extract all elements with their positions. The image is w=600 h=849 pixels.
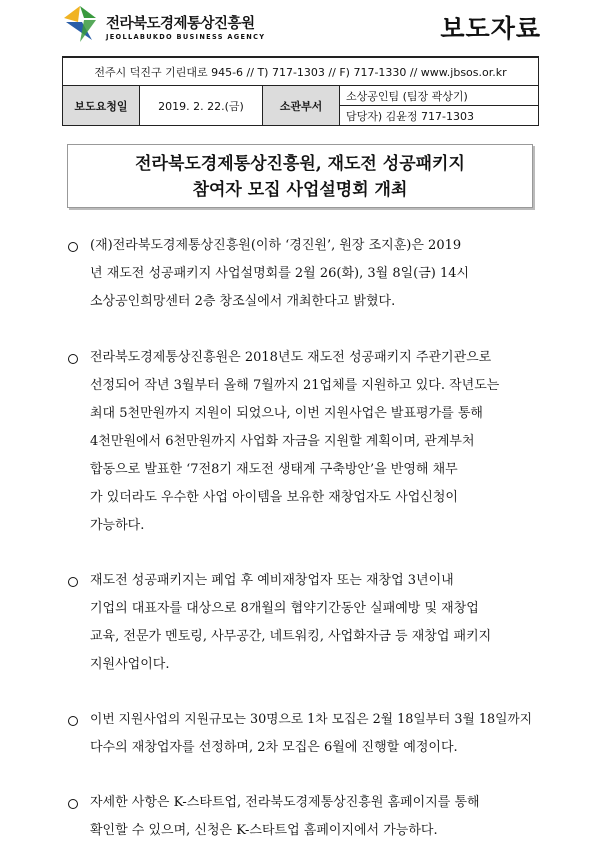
paragraph-line: 교육, 전문가 멘토링, 사무공간, 네트워킹, 사업화자금 등 재창업 패키지 [90,629,492,644]
hollow-circle-bullet-icon [68,354,78,364]
org-name-korean: 전라북도경제통상진흥원 [106,16,255,32]
document-header [62,4,542,52]
headline-line-1: 전라북도경제통상진흥원, 재도전 성공패키지 [135,154,465,174]
paragraph-line: 가 있더라도 우수한 사업 아이템을 보유한 재창업자도 사업신청이 [90,490,458,505]
hollow-circle-bullet-icon [68,242,78,252]
paragraph-line: 기업의 대표자를 대상으로 8개월의 협약기간동안 실패예방 및 재창업 [90,601,479,616]
paragraph-line: 선정되어 작년 3월부터 올해 7월까지 21업체를 지원하고 있다. 작년도는 [90,378,500,393]
press-info-table [62,56,539,126]
paragraph-line: 4천만원에서 6천만원까지 사업화 자금을 지원할 계획이며, 관계부처 [90,434,475,449]
article-paragraph [68,789,536,845]
article-paragraph [68,706,536,762]
paragraph-line: 전라북도경제통상진흥원은 2018년도 재도전 성공패키지 주관기관으로 [90,350,492,365]
hollow-circle-bullet-icon [68,799,78,809]
paragraph-line: 이번 지원사업의 지원규모는 30명으로 1차 모집은 2월 18일부터 3월 18일까지 [90,712,533,727]
contact-address-line: 전주시 덕진구 기린대로 945-6 // T) 717-1303 // F) 717-1330 // www.jbsos.or.kr [63,57,539,86]
request-date: 2019. 2. 22.(금) [140,86,263,126]
request-date-label: 보도요청일 [63,86,140,126]
department-name: 소상공인팀 (팀장 곽상기) [340,86,539,106]
hollow-circle-bullet-icon [68,716,78,726]
org-name-english: JEOLLABUKDO BUSINESS AGENCY [106,33,266,41]
contact-person: 담당자) 김윤정 717-1303 [340,106,539,126]
paragraph-line: 합동으로 발표한 ‘7전8기 재도전 생태계 구축방안’을 반영해 채무 [90,462,458,477]
paragraph-line: 재도전 성공패키지는 폐업 후 예비재창업자 또는 재창업 3년이내 [90,573,454,588]
article-paragraph [68,232,536,316]
paragraph-line: 다수의 재창업자를 선정하며, 2차 모집은 6월에 진행할 예정이다. [90,740,458,755]
paragraph-line: 지원사업이다. [90,657,170,672]
document-title: 보도자료 [440,14,541,43]
article-paragraph [68,344,536,540]
headline-box [67,144,533,208]
paragraph-line: (재)전라북도경제통상진흥원(이하 ‘경진원’, 원장 조지훈)은 2019 [90,238,462,253]
paragraph-line: 자세한 사항은 K-스타트업, 전라북도경제통상진흥원 홈페이지를 통해 [90,795,480,810]
hollow-circle-bullet-icon [68,577,78,587]
headline-line-2: 참여자 모집 사업설명회 개최 [192,180,408,200]
paragraph-line: 최대 5천만원까지 지원이 되었으나, 이번 지원사업은 발표평가를 통해 [90,406,483,421]
article-paragraph [68,567,536,679]
paragraph-line: 가능하다. [90,518,145,533]
paragraph-line: 소상공인희망센터 2층 창조실에서 개최한다고 밝혔다. [90,294,396,309]
article-body [68,232,536,845]
paragraph-line: 년 재도전 성공패키지 사업설명회를 2월 26(화), 3월 8일(금) 14시 [90,266,470,281]
paragraph-line: 확인할 수 있으며, 신청은 K-스타트업 홈페이지에서 가능하다. [90,823,438,838]
department-label: 소관부서 [263,86,340,126]
agency-emblem-icon [62,4,98,44]
